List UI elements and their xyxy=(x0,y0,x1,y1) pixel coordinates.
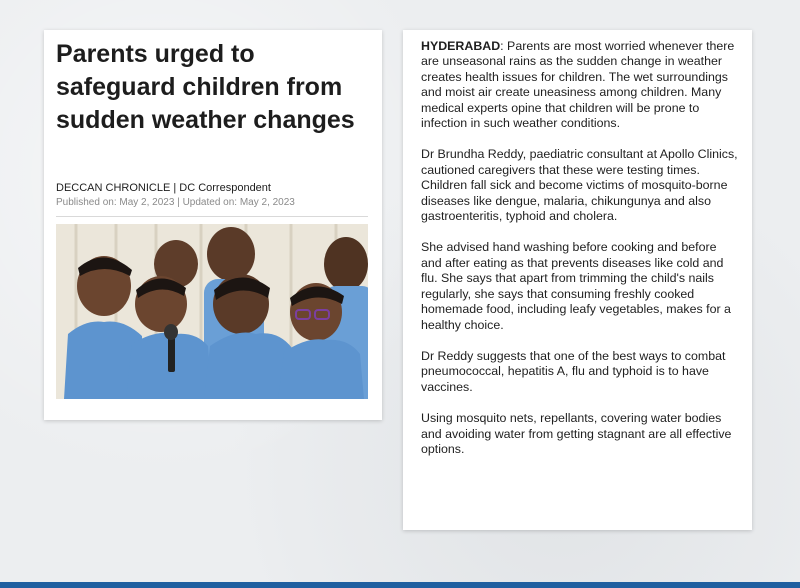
article-card xyxy=(403,30,752,530)
article-headline: Parents urged to safeguard children from sudden weather changes xyxy=(56,40,355,134)
divider xyxy=(56,216,368,217)
headline-card xyxy=(44,30,382,420)
dateline: HYDERABAD xyxy=(421,39,501,53)
paragraph-5: Using mosquito nets, repellants, covering water bodies and avoiding water from getting stagnant are all effective options. xyxy=(421,411,732,456)
paragraph-4: Dr Reddy suggests that one of the best ways to combat pneumococcal, hepatitis A, flu and typhoid is to have vaccines. xyxy=(421,348,726,394)
news-photo-icon xyxy=(56,224,368,399)
news-photo xyxy=(56,224,368,399)
paragraph-3: She advised hand washing before cooking and before and after eating as that prevents diseases like cold and flu. She says that apart from trimming the child's nails regularly, she says that consuming freshly cooked homemade food, including leafy vegetables, makes for a healthy choice. xyxy=(421,240,731,332)
paragraph-2: Dr Brundha Reddy, paediatric consultant at Apollo Clinics, cautioned caregivers that these were testing times. Children fall sick and become victims of mosquito-borne diseases like dengue, malaria, chikungunya and also gastroenteritis, typhoid and cholera. xyxy=(421,147,738,224)
byline: DECCAN CHRONICLE | DC Correspondent xyxy=(56,182,271,194)
paragraph-1 xyxy=(421,39,739,131)
bottom-accent-bar xyxy=(0,582,800,588)
publish-dates: Published on: May 2, 2023 | Updated on: May 2, 2023 xyxy=(56,197,295,208)
article-body xyxy=(421,39,739,473)
paragraph-1-text: : Parents are most worried whenever there are unseasonal rains as the sudden change in weather creates health issues for children. The wet surroundings and moist air create uneasiness among children. Many medical experts opine that children will be prone to infection in such weather conditions. xyxy=(421,39,735,131)
